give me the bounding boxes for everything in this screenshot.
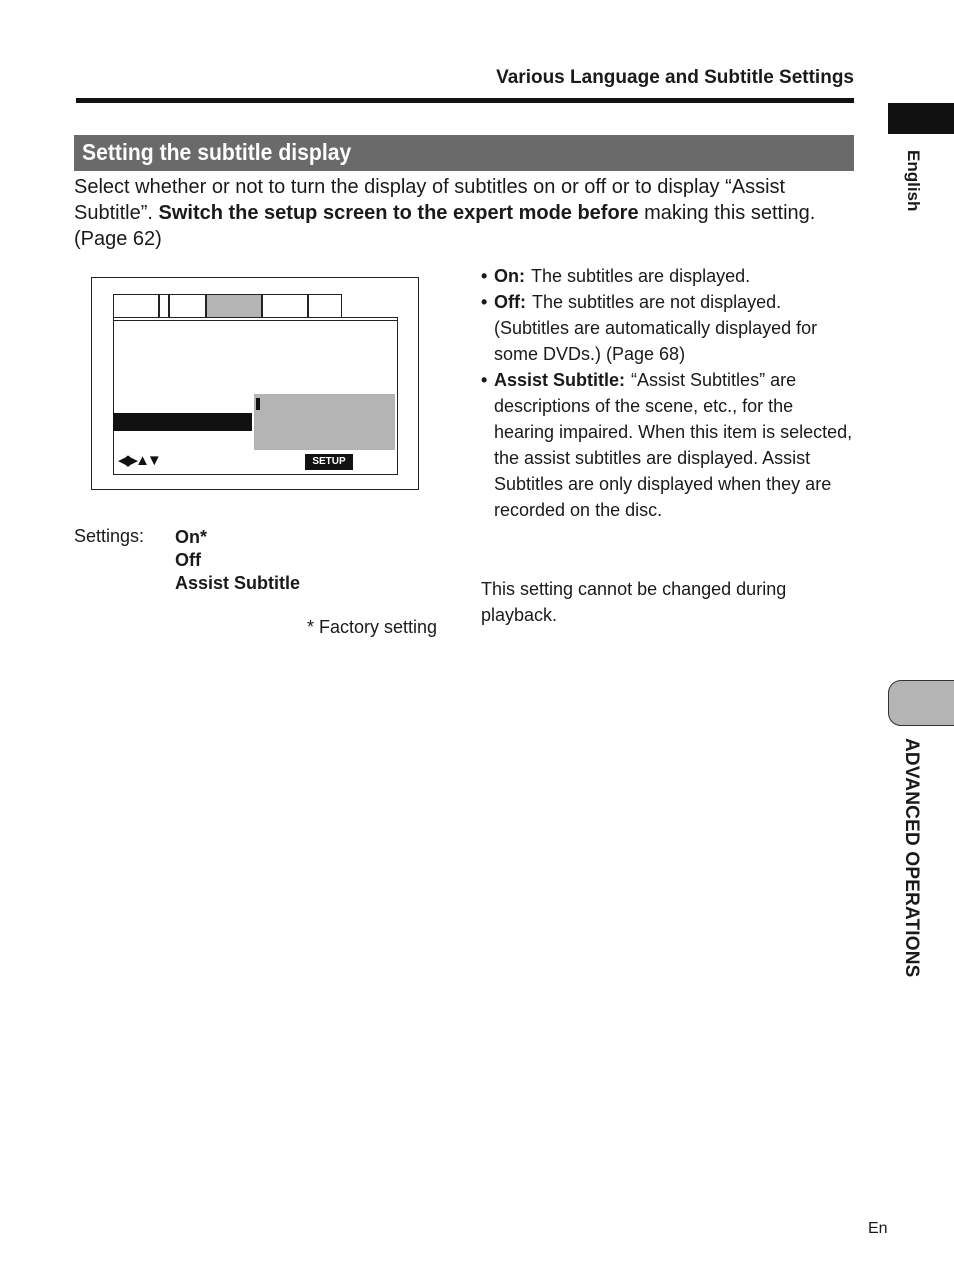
- side-language-label: English: [904, 150, 923, 212]
- option-description: The subtitles are not displayed. (Subtitles are automatically displayed for some DVDs.) (Page 68): [494, 292, 818, 364]
- section-title-bar: [74, 135, 854, 171]
- screen-menu-rule: [113, 320, 398, 321]
- screen-tab-3-active: [206, 294, 262, 317]
- intro-text-bold: Switch the setup screen to the expert mode before: [158, 202, 639, 224]
- bullet-icon: •: [481, 292, 488, 312]
- header-rule: [76, 98, 854, 103]
- screen-selected-item: [113, 413, 252, 431]
- settings-value: On*: [175, 527, 208, 547]
- screen-tab-4: [262, 294, 308, 317]
- factory-setting-note: * Factory setting: [307, 617, 438, 637]
- option-term: Assist Subtitle:: [494, 370, 626, 390]
- screen-cursor: [256, 398, 260, 410]
- settings-values: [175, 526, 300, 595]
- screen-tab-divider: [159, 294, 169, 317]
- option-description: The subtitles are displayed.: [531, 266, 751, 286]
- playback-note: This setting cannot be changed during playback.: [481, 579, 787, 625]
- screen-tab-5: [308, 294, 342, 317]
- setup-badge: SETUP: [305, 454, 353, 470]
- side-section-tab: [888, 680, 954, 726]
- screen-options-popup: [254, 394, 395, 450]
- list-item: [481, 263, 853, 289]
- bullet-icon: •: [481, 370, 488, 390]
- running-header-title: Various Language and Subtitle Settings: [496, 67, 854, 88]
- screen-tab-1: [113, 294, 159, 317]
- settings-value: Off: [175, 550, 201, 570]
- settings-value: Assist Subtitle: [175, 573, 301, 593]
- settings-label: Settings:: [74, 526, 145, 546]
- intro-text-1: Select whether or not to turn the display of subtitles on or off or to display “Assist Subtitle”.: [74, 176, 786, 224]
- arrow-keys-icon: ◀▶▲▼: [118, 452, 159, 469]
- option-descriptions: [481, 263, 853, 523]
- screen-tab-2: [169, 294, 206, 317]
- bullet-icon: •: [481, 266, 488, 286]
- side-tab-marker: [888, 103, 954, 134]
- section-title: Setting the subtitle display: [82, 139, 352, 165]
- intro-paragraph: [74, 174, 860, 252]
- side-section-label: ADVANCED OPERATIONS: [901, 738, 922, 978]
- list-item: [481, 289, 853, 367]
- intro-text-2: making this setting. (Page 62): [74, 202, 816, 250]
- page-language-code: En: [868, 1220, 888, 1237]
- list-item: [481, 367, 853, 523]
- option-term: Off:: [494, 292, 526, 312]
- option-term: On:: [494, 266, 525, 286]
- option-description: “Assist Subtitles” are descriptions of the scene, etc., for the hearing impaired. When this item is selected, the assist subtitles are displayed. Assist Subtitles are only displayed when they are recorded on the disc.: [494, 370, 853, 520]
